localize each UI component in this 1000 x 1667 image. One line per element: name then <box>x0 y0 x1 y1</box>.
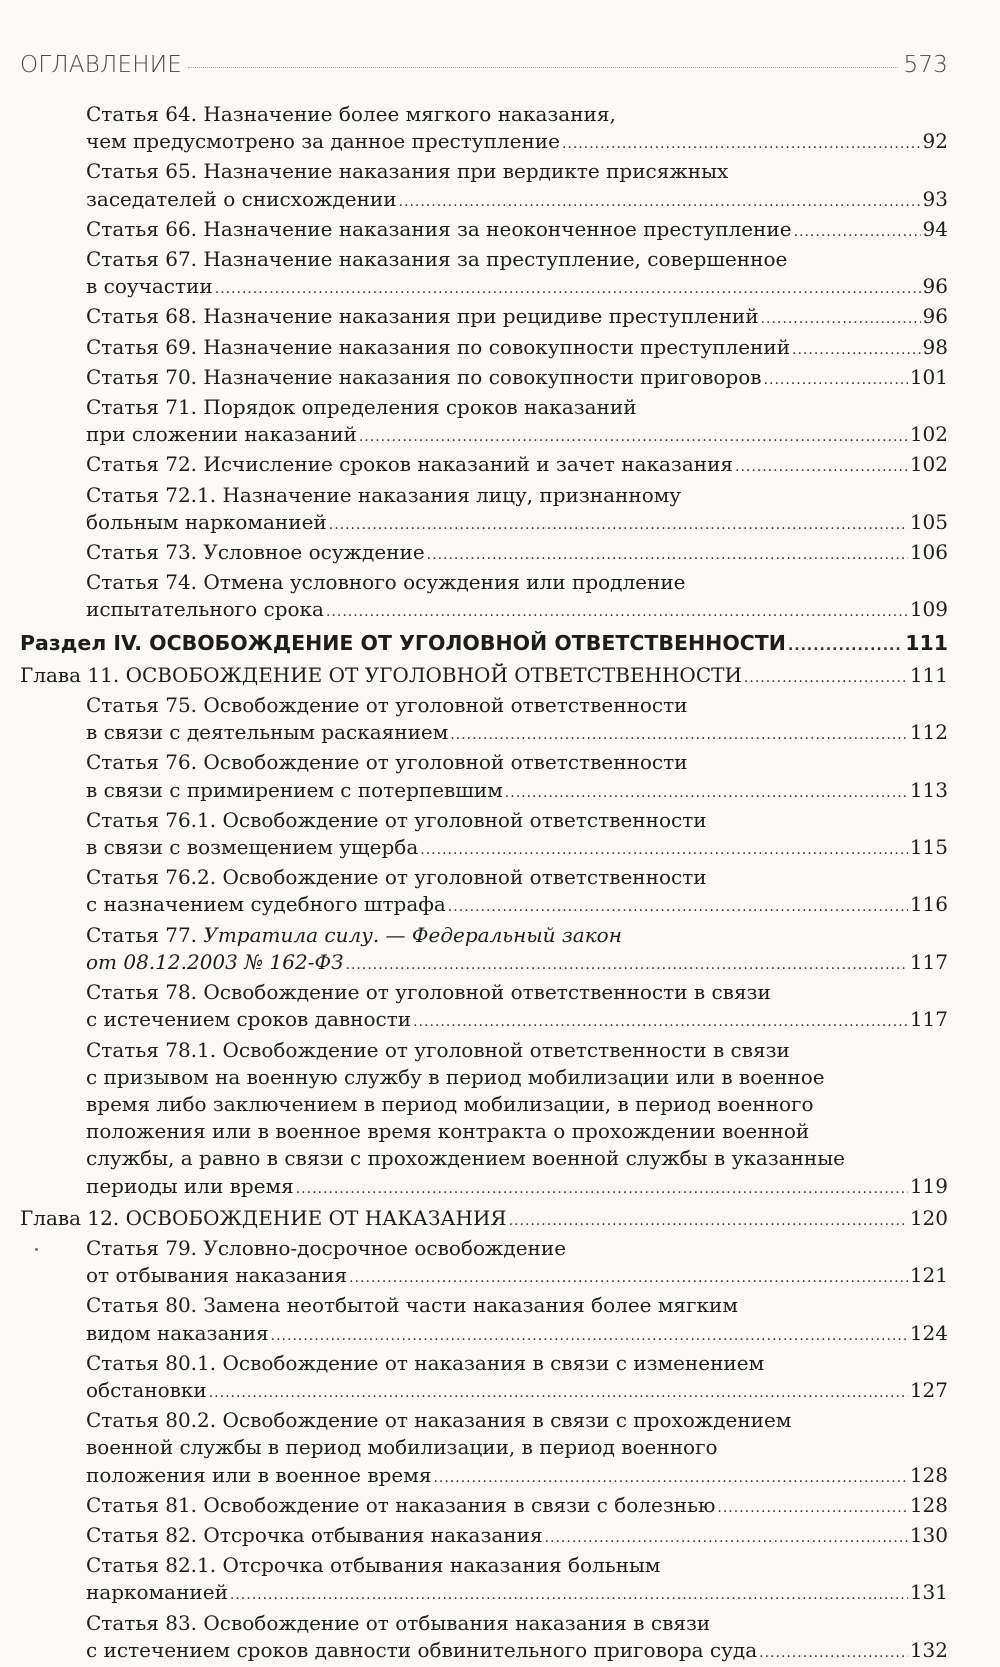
toc-leader-dots <box>761 303 921 333</box>
toc-leader-dots <box>230 1579 908 1609</box>
toc-entry-text: положения или в военное время контракта о прохождении военной <box>86 1119 810 1144</box>
toc-page-number: 96 <box>922 304 948 329</box>
toc-entry-label <box>86 509 327 536</box>
toc-page-number: 128 <box>909 1492 948 1517</box>
toc-entry-label <box>20 630 786 657</box>
table-of-contents <box>20 101 948 1667</box>
toc-page-number: 120 <box>909 1205 948 1230</box>
toc-entry-line <box>86 246 948 273</box>
toc-entry-label <box>86 891 446 918</box>
toc-entry-article[interactable] <box>20 303 948 333</box>
toc-entry-label <box>86 1579 228 1606</box>
toc-leader-dots <box>562 128 921 158</box>
toc-entry-article[interactable] <box>20 864 948 921</box>
toc-entry-text: обстановки <box>86 1377 207 1402</box>
toc-entry-article[interactable] <box>20 1610 948 1667</box>
toc-entry-line <box>86 482 948 509</box>
toc-entry-article[interactable] <box>20 807 948 864</box>
toc-entry-article[interactable] <box>20 364 948 394</box>
toc-page-number: 94 <box>922 216 948 241</box>
toc-page-number: 128 <box>909 1462 948 1487</box>
toc-entry-text: Статья 75. Освобождение от уголовной ответственности <box>86 693 688 718</box>
toc-page-number: 105 <box>909 509 948 534</box>
toc-page-number: 132 <box>909 1637 948 1662</box>
toc-entry-label <box>86 364 762 391</box>
toc-entry-last-line <box>86 273 948 303</box>
toc-entry-text: Статья 70. Назначение наказания по совокупности приговоров <box>86 364 762 389</box>
toc-leader-dots <box>509 1205 908 1235</box>
page-number: 573 <box>903 52 948 78</box>
toc-entry-text: Статья 82. Отсрочка отбывания наказания <box>86 1522 543 1547</box>
toc-leader-dots <box>209 1377 908 1407</box>
toc-entry-line <box>86 749 948 776</box>
toc-entry-last-line <box>20 1205 948 1235</box>
toc-entry-label <box>86 186 397 213</box>
toc-entry-text: в соучастии <box>86 274 213 299</box>
toc-entry-text: с назначением судебного штрафа <box>86 892 446 917</box>
toc-entry-last-line <box>86 421 948 451</box>
toc-page-number: 102 <box>909 422 948 447</box>
toc-page-number: 111 <box>905 630 948 655</box>
toc-entry-line <box>86 101 948 128</box>
toc-entry-last-line <box>86 451 948 481</box>
toc-entry-line <box>86 1235 948 1262</box>
toc-entry-chapter[interactable] <box>20 1203 948 1235</box>
toc-entry-label <box>86 1637 757 1664</box>
toc-leader-dots <box>792 334 921 364</box>
toc-entry-line <box>86 1037 948 1064</box>
toc-entry-text: Статья 73. Условное осуждение <box>86 540 425 565</box>
toc-entry-label <box>86 128 560 155</box>
toc-page-number: 131 <box>909 1580 948 1605</box>
toc-entry-last-line <box>86 186 948 216</box>
toc-entry-label <box>86 539 425 566</box>
toc-leader-dots <box>717 1492 907 1522</box>
toc-entry-text: с истечением сроков давности обвинительного приговора суда <box>86 1637 758 1662</box>
toc-entry-article[interactable] <box>20 158 948 215</box>
toc-page-number: 119 <box>909 1173 948 1198</box>
toc-page-number: 92 <box>922 129 948 154</box>
toc-entry-last-line <box>86 1320 948 1350</box>
toc-page-number: 101 <box>909 364 948 389</box>
toc-page-number: 117 <box>909 1007 948 1032</box>
toc-entry-label <box>86 1262 347 1289</box>
toc-leader-dots <box>359 421 908 451</box>
toc-page-number: 109 <box>909 597 948 622</box>
toc-entry-text: в связи с примирением с потерпевшим <box>86 777 503 802</box>
toc-entry-text: Статья 80.2. Освобождение от наказания в связи с прохождением <box>86 1408 792 1433</box>
toc-page-number: 115 <box>909 835 948 860</box>
toc-entry-last-line <box>86 891 948 921</box>
toc-entry-text: Статья 67. Назначение наказания за преступление, совершенное <box>86 247 788 272</box>
toc-entry-article[interactable] <box>20 246 948 303</box>
toc-entry-label <box>86 451 733 478</box>
toc-entry-text: Статья 66. Назначение наказания за неоконченное преступление <box>86 216 792 241</box>
toc-leader-dots <box>744 662 908 692</box>
toc-entry-label <box>86 273 213 300</box>
toc-entry-text: чем предусмотрено за данное преступление <box>86 129 560 154</box>
toc-leader-dots <box>326 596 908 626</box>
toc-entry-text: Глава 11. ОСВОБОЖДЕНИЕ ОТ УГОЛОВНОЙ ОТВЕТСТВЕННОСТИ <box>20 662 742 687</box>
toc-page-number: 93 <box>922 186 948 211</box>
toc-entry-line <box>86 1091 948 1118</box>
toc-entry-text: военной службы в период мобилизации, в период военного <box>86 1435 718 1460</box>
toc-entry-last-line <box>86 1006 948 1036</box>
toc-entry-line <box>86 394 948 421</box>
toc-leader-dots <box>413 1006 908 1036</box>
toc-entry-article[interactable] <box>20 334 948 364</box>
toc-entry-label <box>86 1462 431 1489</box>
toc-entry-section[interactable] <box>20 627 948 660</box>
toc-entry-line <box>86 1145 948 1172</box>
toc-page-number: 127 <box>909 1377 948 1402</box>
toc-entry-text: Статья 74. Отмена условного осуждения или продление <box>86 570 686 595</box>
toc-entry-label <box>86 834 418 861</box>
toc-entry-last-line <box>86 334 948 364</box>
toc-entry-text: в связи с возмещением ущерба <box>86 835 419 860</box>
toc-entry-line <box>86 979 948 1006</box>
toc-entry-article[interactable] <box>20 216 948 246</box>
toc-entry-label <box>86 1320 269 1347</box>
toc-leader-dots <box>735 451 908 481</box>
toc-entry-last-line <box>86 539 948 569</box>
toc-entry-label <box>86 1173 294 1200</box>
toc-leader-dots <box>215 273 921 303</box>
toc-entry-line <box>86 1407 948 1434</box>
toc-entry-last-line <box>86 216 948 246</box>
toc-entry-text: с истечением сроков давности <box>86 1007 412 1032</box>
toc-entry-label <box>86 719 448 746</box>
toc-entry-article[interactable] <box>20 482 948 539</box>
toc-entry-text: заседателей о снисхождении <box>86 186 397 211</box>
toc-entry-label <box>86 1377 207 1404</box>
toc-entry-article[interactable] <box>20 1407 948 1492</box>
toc-entry-label <box>86 777 503 804</box>
running-header <box>20 52 948 78</box>
toc-entry-last-line <box>86 719 948 749</box>
toc-entry-article[interactable] <box>20 1235 948 1292</box>
header-rule <box>188 67 897 68</box>
toc-entry-last-line <box>86 596 948 626</box>
toc-entry-line <box>86 922 948 949</box>
toc-entry-article[interactable] <box>20 451 948 481</box>
toc-entry-text: Статья 83. Освобождение от отбывания наказания в связи <box>86 1610 711 1635</box>
toc-entry-text: от отбывания наказания <box>86 1263 348 1288</box>
toc-entry-last-line <box>86 128 948 158</box>
toc-entry-text: Статья 81. Освобождение от наказания в связи с болезнью <box>86 1492 716 1517</box>
toc-entry-article[interactable] <box>20 1492 948 1522</box>
toc-entry-article[interactable] <box>20 101 948 158</box>
toc-entry-article[interactable] <box>20 394 948 451</box>
toc-entry-article[interactable] <box>20 1292 948 1349</box>
toc-entry-text: в связи с деятельным раскаянием <box>86 720 449 745</box>
toc-entry-text: Статья 76.1. Освобождение от уголовной ответственности <box>86 807 707 832</box>
toc-entry-line <box>86 864 948 891</box>
toc-page-number: 113 <box>909 777 948 802</box>
toc-leader-dots <box>788 630 903 660</box>
toc-entry-label <box>86 216 792 243</box>
toc-page-number: 130 <box>909 1522 948 1547</box>
toc-entry-line <box>86 569 948 596</box>
toc-entry-text: Статья 80.1. Освобождение от наказания в связи с изменением <box>86 1350 765 1375</box>
toc-entry-last-line <box>86 1492 948 1522</box>
toc-entry-label <box>86 1006 411 1033</box>
toc-entry-line <box>86 1350 948 1377</box>
toc-entry-text: службы, а равно в связи с прохождением военной службы в указанные <box>86 1146 846 1171</box>
toc-entry-text: Статья 64. Назначение более мягкого наказания, <box>86 102 616 126</box>
toc-entry-text: Раздел IV. ОСВОБОЖДЕНИЕ ОТ УГОЛОВНОЙ ОТВЕТСТВЕННОСТИ <box>20 630 786 655</box>
toc-entry-article[interactable] <box>20 922 948 979</box>
toc-page-number: 116 <box>909 892 948 917</box>
toc-entry-last-line <box>86 364 948 394</box>
toc-entry-last-line <box>86 1462 948 1492</box>
toc-entry-text: больным наркоманией <box>86 509 327 534</box>
toc-page-number: 96 <box>922 274 948 299</box>
toc-entry-last-line <box>20 662 948 692</box>
toc-entry-line <box>86 807 948 834</box>
toc-entry-text: испытательного срока <box>86 597 324 622</box>
toc-entry-line <box>86 692 948 719</box>
toc-entry-last-line <box>86 1262 948 1292</box>
toc-entry-text: при сложении наказаний <box>86 422 357 447</box>
toc-entry-label <box>86 596 324 623</box>
toc-entry-text: Статья 78. Освобождение от уголовной ответственности в связи <box>86 980 771 1005</box>
toc-entry-text: периоды или время <box>86 1173 294 1198</box>
toc-entry-label <box>86 303 759 330</box>
toc-entry-prefix: Статья 77. <box>86 922 204 947</box>
toc-entry-text: Статья 68. Назначение наказания при рецидиве преступлений <box>86 304 759 329</box>
toc-leader-dots <box>794 216 921 246</box>
toc-entry-article[interactable] <box>20 569 948 626</box>
toc-entry-text: Статья 79. Условно-досрочное освобождение <box>86 1235 567 1260</box>
toc-leader-dots <box>349 1262 908 1292</box>
toc-entry-text: положения или в военное время <box>86 1462 432 1487</box>
toc-entry-label <box>20 662 742 689</box>
toc-entry-last-line <box>20 630 948 660</box>
toc-entry-last-line <box>86 777 948 807</box>
toc-leader-dots <box>296 1173 908 1203</box>
toc-entry-article[interactable] <box>20 979 948 1036</box>
toc-entry-line <box>86 1118 948 1145</box>
toc-entry-article[interactable] <box>20 1350 948 1407</box>
header-title: ОГЛАВЛЕНИЕ <box>20 52 183 78</box>
toc-entry-text: Статья 69. Назначение наказания по совокупности преступлений <box>86 334 791 359</box>
toc-entry-label <box>86 421 357 448</box>
toc-entry-text: Глава 12. ОСВОБОЖДЕНИЕ ОТ НАКАЗАНИЯ <box>20 1205 507 1230</box>
toc-leader-dots <box>420 834 908 864</box>
toc-leader-dots <box>346 949 908 979</box>
toc-leader-dots <box>433 1462 907 1492</box>
toc-entry-line <box>86 1434 948 1461</box>
toc-leader-dots <box>764 364 908 394</box>
toc-entry-text: видом наказания <box>86 1320 269 1345</box>
toc-entry-last-line <box>86 303 948 333</box>
toc-entry-label <box>86 949 344 976</box>
toc-page-number: 111 <box>909 662 948 687</box>
toc-entry-text: Утратила силу. — Федеральный закон <box>203 922 622 947</box>
toc-leader-dots <box>545 1522 908 1552</box>
toc-entry-text: Статья 78.1. Освобождение от уголовной ответственности в связи <box>86 1037 790 1062</box>
toc-entry-last-line <box>86 1377 948 1407</box>
paper-speck <box>35 1248 38 1251</box>
toc-entry-line <box>86 1610 948 1637</box>
toc-leader-dots <box>399 186 921 216</box>
toc-leader-dots <box>505 777 908 807</box>
toc-entry-article[interactable] <box>20 692 948 749</box>
toc-entry-text: время либо заключением в период мобилизации, в период военного <box>86 1091 814 1116</box>
toc-entry-text: Статья 65. Назначение наказания при вердикте присяжных <box>86 159 729 184</box>
toc-entry-line <box>86 158 948 185</box>
toc-entry-line <box>86 1064 948 1091</box>
toc-entry-article[interactable] <box>20 749 948 806</box>
toc-entry-text: Статья 72.1. Назначение наказания лицу, признанному <box>86 482 682 507</box>
toc-page-number: 106 <box>909 540 948 565</box>
toc-page-number: 98 <box>922 334 948 359</box>
toc-entry-label <box>20 1205 507 1232</box>
toc-page-number: 117 <box>909 949 948 974</box>
toc-entry-last-line <box>86 949 948 979</box>
toc-entry-text: Статья 76. Освобождение от уголовной ответственности <box>86 750 688 775</box>
toc-leader-dots <box>448 891 908 921</box>
toc-entry-text: Статья 82.1. Отсрочка отбывания наказания больным <box>86 1553 661 1578</box>
toc-entry-text: наркоманией <box>86 1580 228 1605</box>
toc-entry-text: Статья 72. Исчисление сроков наказаний и зачет наказания <box>86 452 734 477</box>
toc-entry-label <box>86 334 790 361</box>
toc-entry-label <box>86 1492 715 1519</box>
toc-entry-last-line <box>86 1173 948 1203</box>
toc-entry-article[interactable] <box>20 1552 948 1609</box>
toc-page-number: 121 <box>909 1263 948 1288</box>
toc-page-number: 102 <box>909 452 948 477</box>
toc-entry-article[interactable] <box>20 1037 948 1203</box>
toc-leader-dots <box>271 1320 908 1350</box>
toc-leader-dots <box>450 719 908 749</box>
toc-entry-article[interactable] <box>20 539 948 569</box>
toc-entry-label <box>86 1522 543 1549</box>
toc-page-number: 124 <box>909 1320 948 1345</box>
toc-entry-chapter[interactable] <box>20 660 948 692</box>
toc-entry-last-line <box>86 1522 948 1552</box>
toc-entry-line <box>86 1292 948 1319</box>
toc-entry-text: Статья 76.2. Освобождение от уголовной ответственности <box>86 865 707 890</box>
toc-page-number: 112 <box>909 720 948 745</box>
toc-entry-line <box>86 1552 948 1579</box>
toc-leader-dots <box>427 539 908 569</box>
toc-entry-text: от 08.12.2003 № 162-ФЗ <box>86 949 344 974</box>
toc-leader-dots <box>329 509 908 539</box>
toc-entry-text: Статья 71. Порядок определения сроков наказаний <box>86 395 637 420</box>
toc-entry-article[interactable] <box>20 1522 948 1552</box>
toc-entry-last-line <box>86 509 948 539</box>
toc-entry-text: Статья 80. Замена неотбытой части наказания более мягким <box>86 1293 738 1318</box>
toc-entry-last-line <box>86 834 948 864</box>
toc-entry-text: с призывом на военную службу в период мобилизации или в военное <box>86 1064 825 1089</box>
toc-entry-last-line <box>86 1579 948 1609</box>
